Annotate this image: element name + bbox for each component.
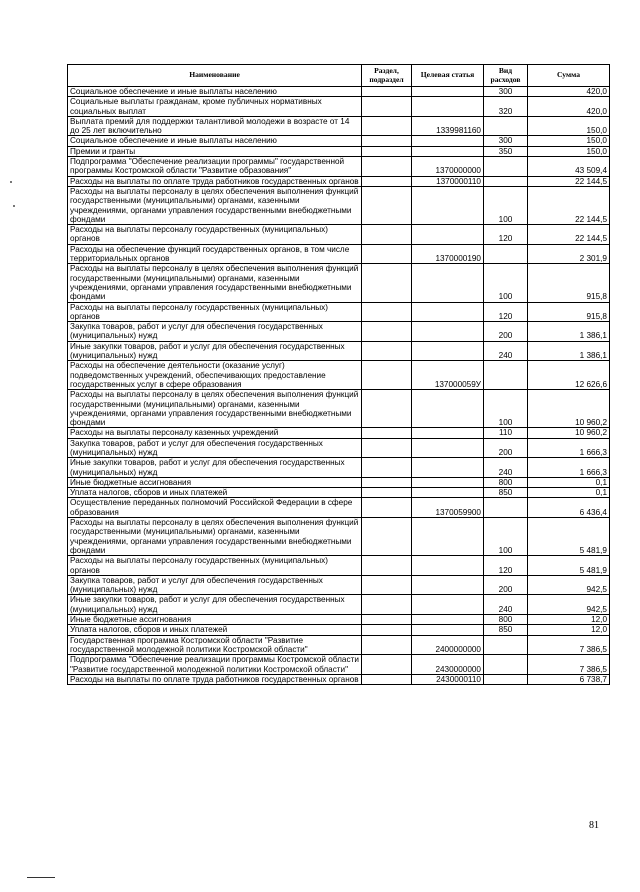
cell-target: 1370059900 — [412, 498, 484, 518]
table-row — [68, 635, 610, 655]
cell-target: 1370000190 — [412, 244, 484, 264]
cell-name: Социальное обеспечение и иные выплаты населению — [68, 87, 362, 97]
cell-name: Иные закупки товаров, работ и услуг для обеспечения государственных (муниципальных) нужд — [68, 341, 362, 361]
cell-vid: 320 — [484, 97, 528, 117]
cell-vid — [484, 157, 528, 177]
cell-razdel — [362, 87, 412, 97]
cell-target — [412, 186, 484, 224]
cell-vid — [484, 361, 528, 390]
table-row — [68, 518, 610, 556]
cell-vid: 300 — [484, 87, 528, 97]
cell-sum: 43 509,4 — [528, 157, 610, 177]
table-row — [68, 615, 610, 625]
cell-razdel — [362, 97, 412, 117]
cell-target — [412, 438, 484, 458]
cell-vid: 100 — [484, 186, 528, 224]
table-row — [68, 488, 610, 498]
table-body — [68, 87, 610, 685]
cell-vid: 850 — [484, 625, 528, 635]
cell-sum: 0,1 — [528, 477, 610, 487]
cell-name: Расходы на обеспечение деятельности (оказание услуг) подведомственных учреждений, обеспечивающих предоставление государственных услуг в сфере образования — [68, 361, 362, 390]
budget-table — [67, 64, 610, 685]
cell-razdel — [362, 635, 412, 655]
cell-sum: 150,0 — [528, 146, 610, 156]
cell-razdel — [362, 625, 412, 635]
cell-target — [412, 87, 484, 97]
cell-name: Расходы на выплаты персоналу в целях обеспечения выполнения функций государственными (муниципальными) органами, казенными учреждениями, органами управления государственными внебюджетными фондами — [68, 390, 362, 428]
cell-vid: 110 — [484, 428, 528, 438]
table-row — [68, 225, 610, 245]
cell-sum: 150,0 — [528, 116, 610, 136]
cell-sum: 420,0 — [528, 87, 610, 97]
table-row — [68, 477, 610, 487]
cell-razdel — [362, 615, 412, 625]
cell-vid: 800 — [484, 477, 528, 487]
cell-sum: 2 301,9 — [528, 244, 610, 264]
cell-name: Закупка товаров, работ и услуг для обеспечения государственных (муниципальных) нужд — [68, 438, 362, 458]
cell-target — [412, 595, 484, 615]
table-row — [68, 556, 610, 576]
cell-sum: 12 626,6 — [528, 361, 610, 390]
cell-sum: 1 666,3 — [528, 438, 610, 458]
cell-razdel — [362, 655, 412, 675]
cell-target — [412, 390, 484, 428]
cell-razdel — [362, 428, 412, 438]
table-header-row — [68, 65, 610, 87]
cell-name: Выплата премий для поддержки талантливой молодежи в возрасте от 14 до 25 лет включительно — [68, 116, 362, 136]
cell-target — [412, 556, 484, 576]
cell-razdel — [362, 518, 412, 556]
cell-vid: 240 — [484, 458, 528, 478]
cell-sum: 420,0 — [528, 97, 610, 117]
table-row — [68, 302, 610, 322]
header-sum: Сумма — [528, 65, 610, 87]
cell-target — [412, 477, 484, 487]
cell-name: Иные бюджетные ассигнования — [68, 477, 362, 487]
cell-name: Расходы на выплаты персоналу в целях обеспечения выполнения функций государственными (муниципальными) органами, казенными учреждениями, органами управления государственными внебюджетными фондами — [68, 186, 362, 224]
cell-name: Иные закупки товаров, работ и услуг для обеспечения государственных (муниципальных) нужд — [68, 595, 362, 615]
cell-name: Государственная программа Костромской области "Развитие государственной молодежной политики Костромской области" — [68, 635, 362, 655]
table-row — [68, 438, 610, 458]
cell-razdel — [362, 674, 412, 684]
cell-sum: 1 666,3 — [528, 458, 610, 478]
cell-target — [412, 625, 484, 635]
cell-sum: 22 144,5 — [528, 176, 610, 186]
cell-target — [412, 225, 484, 245]
cell-vid — [484, 498, 528, 518]
scan-speck — [10, 181, 12, 183]
cell-vid — [484, 176, 528, 186]
cell-target: 2430000110 — [412, 674, 484, 684]
cell-name: Расходы на выплаты по оплате труда работников государственных органов — [68, 176, 362, 186]
cell-sum: 5 481,9 — [528, 518, 610, 556]
cell-razdel — [362, 556, 412, 576]
cell-name: Расходы на обеспечение функций государственных органов, в том числе территориальных органов — [68, 244, 362, 264]
cell-target — [412, 488, 484, 498]
cell-target: 1339981160 — [412, 116, 484, 136]
table-row — [68, 186, 610, 224]
cell-razdel — [362, 176, 412, 186]
cell-target — [412, 264, 484, 302]
header-razdel: Раздел, подраздел — [362, 65, 412, 87]
table-row — [68, 390, 610, 428]
cell-target: 137000059У — [412, 361, 484, 390]
cell-vid: 100 — [484, 390, 528, 428]
cell-name: Расходы на выплаты персоналу государственных (муниципальных) органов — [68, 556, 362, 576]
cell-razdel — [362, 341, 412, 361]
cell-name: Закупка товаров, работ и услуг для обеспечения государственных (муниципальных) нужд — [68, 575, 362, 595]
cell-target — [412, 97, 484, 117]
cell-razdel — [362, 302, 412, 322]
header-vid: Вид расходов — [484, 65, 528, 87]
cell-sum: 150,0 — [528, 136, 610, 146]
cell-sum: 10 960,2 — [528, 428, 610, 438]
cell-sum: 12,0 — [528, 615, 610, 625]
cell-vid: 300 — [484, 136, 528, 146]
cell-razdel — [362, 186, 412, 224]
table-row — [68, 428, 610, 438]
cell-name: Закупка товаров, работ и услуг для обеспечения государственных (муниципальных) нужд — [68, 322, 362, 342]
cell-vid: 100 — [484, 518, 528, 556]
cell-razdel — [362, 438, 412, 458]
cell-vid: 240 — [484, 595, 528, 615]
cell-razdel — [362, 458, 412, 478]
cell-vid: 200 — [484, 575, 528, 595]
table-row — [68, 157, 610, 177]
cell-vid: 120 — [484, 556, 528, 576]
cell-sum: 6 436,4 — [528, 498, 610, 518]
cell-target — [412, 428, 484, 438]
cell-sum: 0,1 — [528, 488, 610, 498]
cell-sum: 22 144,5 — [528, 186, 610, 224]
cell-vid: 350 — [484, 146, 528, 156]
cell-target — [412, 458, 484, 478]
cell-razdel — [362, 225, 412, 245]
cell-razdel — [362, 244, 412, 264]
cell-razdel — [362, 477, 412, 487]
cell-name: Иные бюджетные ассигнования — [68, 615, 362, 625]
table-row — [68, 655, 610, 675]
table-row — [68, 595, 610, 615]
cell-target — [412, 575, 484, 595]
cell-vid: 120 — [484, 302, 528, 322]
cell-razdel — [362, 322, 412, 342]
cell-target: 1370000000 — [412, 157, 484, 177]
table-row — [68, 116, 610, 136]
cell-razdel — [362, 116, 412, 136]
cell-vid — [484, 674, 528, 684]
cell-vid — [484, 635, 528, 655]
scan-dash — [27, 877, 55, 878]
cell-name: Иные закупки товаров, работ и услуг для обеспечения государственных (муниципальных) нужд — [68, 458, 362, 478]
cell-razdel — [362, 498, 412, 518]
cell-name: Осуществление переданных полномочий Российской Федерации в сфере образования — [68, 498, 362, 518]
table-row — [68, 625, 610, 635]
cell-name: Расходы на выплаты персоналу в целях обеспечения выполнения функций государственными (муниципальными) органами, казенными учреждениями, органами управления государственными внебюджетными фондами — [68, 264, 362, 302]
scan-speck — [13, 205, 15, 207]
cell-razdel — [362, 136, 412, 146]
table-row — [68, 361, 610, 390]
cell-sum: 12,0 — [528, 625, 610, 635]
cell-name: Уплата налогов, сборов и иных платежей — [68, 625, 362, 635]
cell-razdel — [362, 488, 412, 498]
cell-target — [412, 322, 484, 342]
cell-vid — [484, 655, 528, 675]
cell-target — [412, 615, 484, 625]
cell-sum: 942,5 — [528, 575, 610, 595]
cell-vid — [484, 116, 528, 136]
cell-sum: 5 481,9 — [528, 556, 610, 576]
table-row — [68, 146, 610, 156]
table-row — [68, 244, 610, 264]
cell-target: 1370000110 — [412, 176, 484, 186]
cell-sum: 915,8 — [528, 264, 610, 302]
cell-vid: 240 — [484, 341, 528, 361]
table-row — [68, 264, 610, 302]
cell-name: Подпрограмма "Обеспечение реализации программы" государственной программы Костромской области "Развитие образования" — [68, 157, 362, 177]
cell-razdel — [362, 157, 412, 177]
header-name: Наименование — [68, 65, 362, 87]
table-row — [68, 176, 610, 186]
cell-name: Премии и гранты — [68, 146, 362, 156]
header-target: Целевая статья — [412, 65, 484, 87]
cell-target — [412, 136, 484, 146]
cell-sum: 10 960,2 — [528, 390, 610, 428]
cell-sum: 1 386,1 — [528, 341, 610, 361]
table-row — [68, 575, 610, 595]
table-row — [68, 322, 610, 342]
table-row — [68, 674, 610, 684]
cell-name: Расходы на выплаты персоналу казенных учреждений — [68, 428, 362, 438]
cell-target: 2400000000 — [412, 635, 484, 655]
cell-vid — [484, 244, 528, 264]
cell-sum: 915,8 — [528, 302, 610, 322]
cell-razdel — [362, 146, 412, 156]
cell-sum: 6 738,7 — [528, 674, 610, 684]
cell-sum: 942,5 — [528, 595, 610, 615]
table-row — [68, 341, 610, 361]
cell-vid: 800 — [484, 615, 528, 625]
cell-name: Расходы на выплаты персоналу государственных (муниципальных) органов — [68, 302, 362, 322]
cell-vid: 850 — [484, 488, 528, 498]
cell-razdel — [362, 264, 412, 302]
cell-vid: 200 — [484, 438, 528, 458]
cell-target — [412, 146, 484, 156]
cell-razdel — [362, 390, 412, 428]
cell-razdel — [362, 361, 412, 390]
cell-vid: 100 — [484, 264, 528, 302]
cell-name: Расходы на выплаты персоналу государственных (муниципальных) органов — [68, 225, 362, 245]
cell-name: Расходы на выплаты по оплате труда работников государственных органов — [68, 674, 362, 684]
table-row — [68, 87, 610, 97]
cell-name: Расходы на выплаты персоналу в целях обеспечения выполнения функций государственными (муниципальными) органами, казенными учреждениями, органами управления государственными внебюджетными фондами — [68, 518, 362, 556]
cell-name: Уплата налогов, сборов и иных платежей — [68, 488, 362, 498]
page-number: 81 — [589, 820, 599, 831]
table-row — [68, 498, 610, 518]
table-row — [68, 97, 610, 117]
cell-vid: 120 — [484, 225, 528, 245]
table-row — [68, 458, 610, 478]
cell-target — [412, 341, 484, 361]
cell-target — [412, 518, 484, 556]
cell-sum: 7 386,5 — [528, 635, 610, 655]
cell-name: Подпрограмма "Обеспечение реализации программы Костромской области "Развитие государственной молодежной политики Костромской области" — [68, 655, 362, 675]
cell-sum: 22 144,5 — [528, 225, 610, 245]
cell-target: 2430000000 — [412, 655, 484, 675]
cell-sum: 7 386,5 — [528, 655, 610, 675]
cell-name: Социальное обеспечение и иные выплаты населению — [68, 136, 362, 146]
cell-razdel — [362, 595, 412, 615]
table-row — [68, 136, 610, 146]
cell-vid: 200 — [484, 322, 528, 342]
cell-sum: 1 386,1 — [528, 322, 610, 342]
cell-razdel — [362, 575, 412, 595]
cell-target — [412, 302, 484, 322]
cell-name: Социальные выплаты гражданам, кроме публичных нормативных социальных выплат — [68, 97, 362, 117]
